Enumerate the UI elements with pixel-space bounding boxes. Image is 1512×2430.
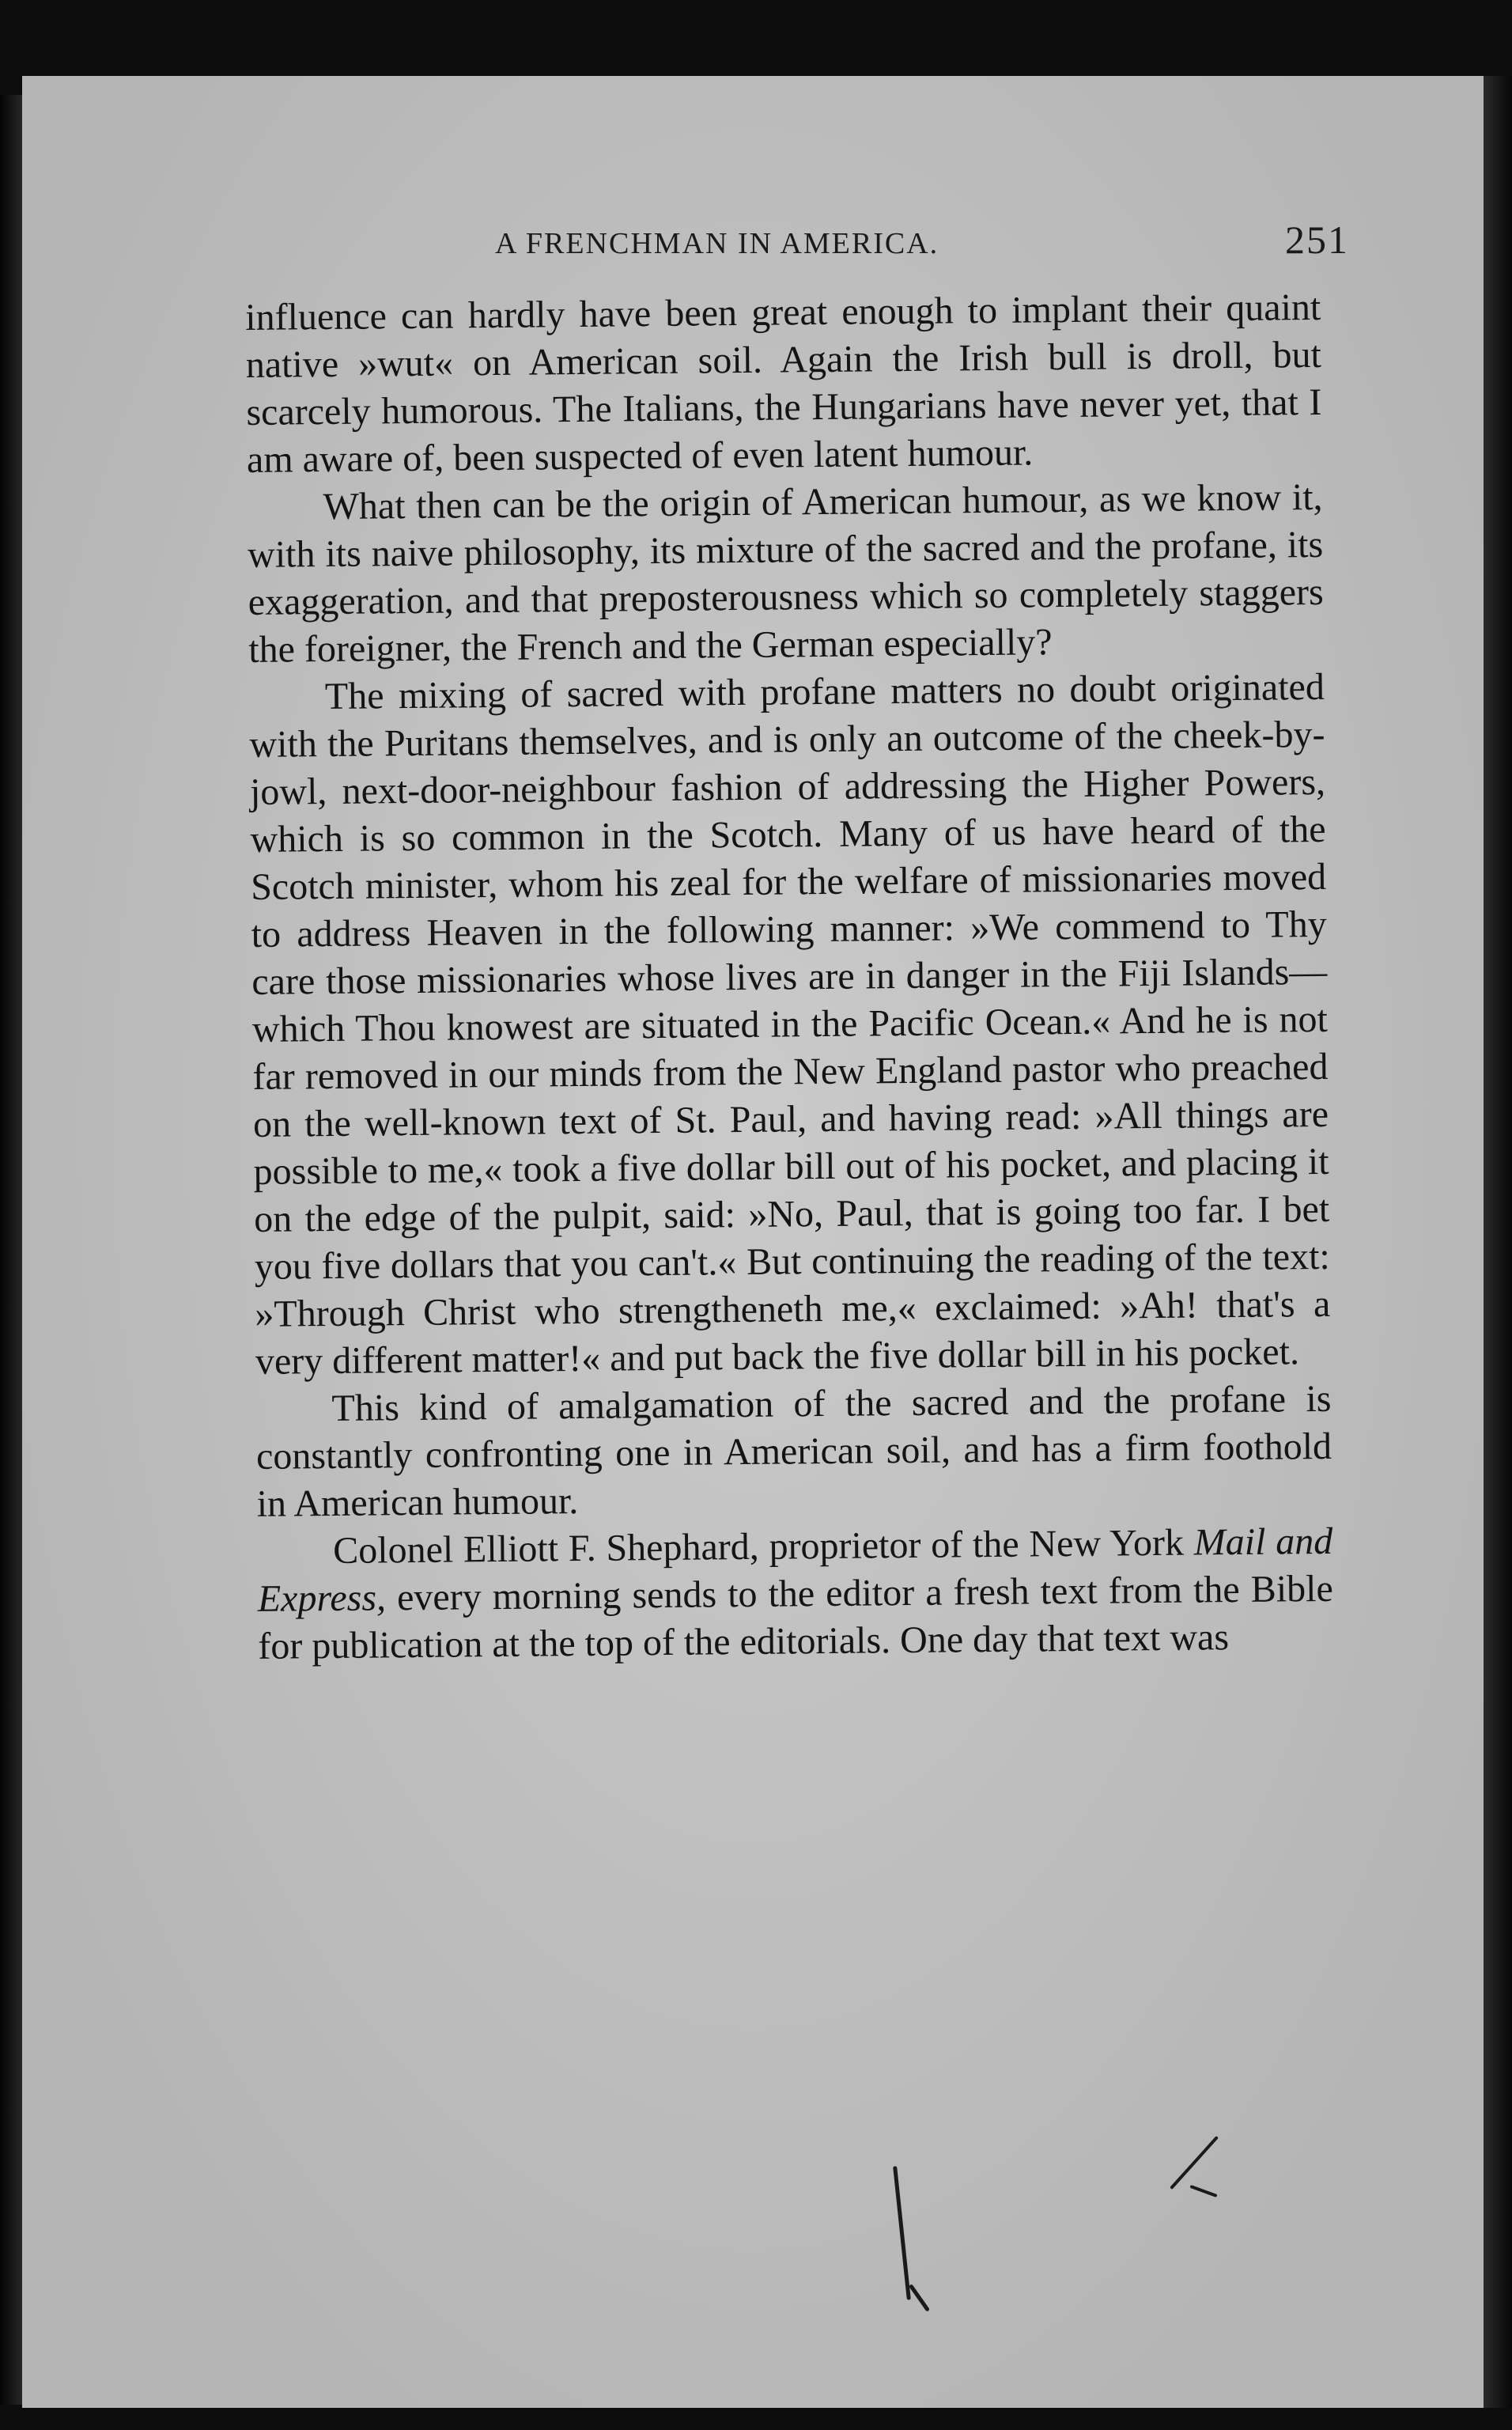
paragraph: What then can be the origin of American humour, as we know it, with its naive philosophy, its mixture of the sacred and the profane, its exaggeration, and that preposterousness which so completely staggers the foreigner, the French and the German especially? [247, 475, 1324, 671]
paragraph-last [257, 1518, 1334, 1671]
page-gutter-shadow [0, 95, 22, 2405]
paragraph: The mixing of sacred with profane matters no doubt originated with the Puritans themselves, and is only an outcome of the cheek-by-jowl, next-door-neighbour fashion of addressing the Higher Powers, which is so common in the Scotch. Many of us have heard of the Scotch minister, whom his zeal for the welfare of missionaries moved to address Heaven in the following manner: »We commend to Thy care those missionaries whose lives are in danger in the Fiji Islands— which Thou knowest are situated in the Pacific Ocean.« And he is not far removed in our minds from the New England pastor who preached on the well-known text of St. Paul, and having read: »All things are possible to me,« took a five dollar bill out of his pocket, and placing it on the edge of the pulpit, said: »No, Paul, that is going too far. I bet you five dollars that you can't.« But continuing the reading of the text: »Through Christ who strengtheneth me,« exclaimed: »Ah! that's a very different matter!« and put back the five dollar bill in his pocket. [249, 665, 1331, 1383]
newspaper-title: Mail and Express, [257, 1520, 1333, 1620]
paragraph-continued: influence can hardly have been great enough to implant their quaint native »wut« on American soil. Again the Irish bull is droll, but scarcely humorous. The Italians, the Hungarians have never yet, that I am aware of, been suspected of even latent humour. [245, 286, 1322, 481]
paragraph-text: every morning sends to the editor a fresh text from the Bible for publication at the top of the editorials. One day that text was [258, 1567, 1334, 1667]
body-text [245, 284, 1334, 1671]
page-number: 251 [1285, 218, 1349, 262]
running-head [245, 198, 1368, 277]
paragraph: This kind of amalgamation of the sacred and the profane is constantly confronting one in American soil, and has a firm foothold in American humour. [255, 1377, 1332, 1525]
running-title: A FRENCHMAN IN AMERICA. [495, 227, 939, 260]
page-edge-shadow [1484, 76, 1512, 2408]
paragraph-text: Colonel Elliott F. Shephard, proprietor of the New York [332, 1521, 1195, 1573]
